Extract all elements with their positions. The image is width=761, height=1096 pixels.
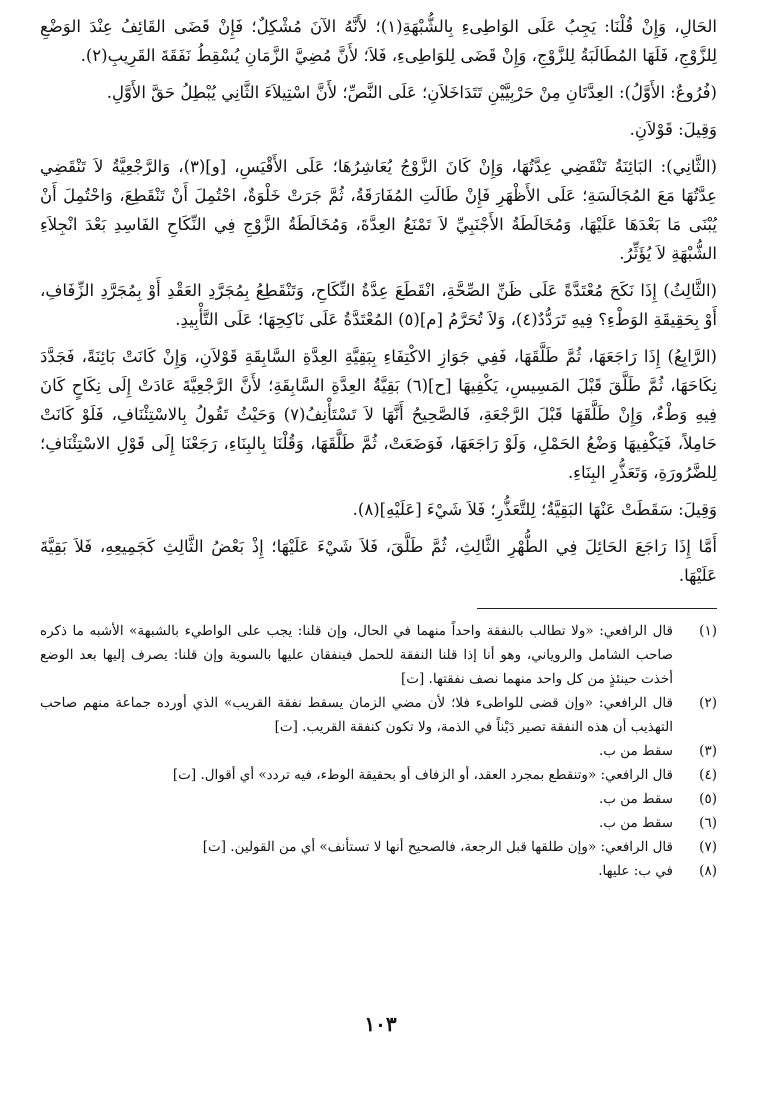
- footnote: [40, 787, 717, 811]
- footnote-divider: [477, 608, 717, 609]
- footnote: [40, 619, 717, 691]
- footnote: [40, 859, 717, 883]
- main-text: [40, 12, 717, 590]
- footnote-text: سقط من ب.: [598, 791, 673, 807]
- footnote-text: قال الرافعي: «ولا تطالب بالنفقة واحداً منهما في الحال، وإن قلنا: يجب على الواطيء بالشبهة» الأشبه ما ذكره صاحب الشامل والروياني، وهو أنا إذا قلنا النفقة للحمل فينفقان عليها بالسوية وإن قلنا: يصرف إليها بعد الوضع أخذت حينئذٍ من كل واحد منهما نصف نفقتها. [ت]: [40, 623, 673, 687]
- paragraph-6: (الرَّابِعُ) إِذَا رَاجَعَهَا، ثُمَّ طَلَّقَهَا، فَفِي جَوَازِ الاكْتِفَاءِ بِبَقِيَّةِ العِدَّةِ السَّابِقَةِ قَوْلاَنِ، وَإِنْ كَانَتْ بَائِنَةً، فَجَدَّدَ نِكَاحَهَا، ثُمَّ طَلَّقَ قَبْلَ المَسِيسِ، يَكْفِيهَا [ح](٦) بَقِيَّةُ العِدَّةِ السَّابِقَةِ؛ لأَنَّ الرَّجْعِيَّةَ عَادَتْ إِلَى نِكَاحٍ كَانَ فِيهِ وَطْءٌ، وَإِنْ طَلَّقَهَا قَبْلَ الرَّجْعَةِ، فَالصَّحِيحُ أَنَّهَا لاَ تَسْتَأْنِفُ(٧) وَحَيْثُ تَقُولُ بِالاسْتِئْنَافِ، فَلَوْ كَانَتْ حَامِلاً، فَيَكْفِيهَا وَضْعُ الحَمْلِ، وَلَوْ رَاجَعَهَا، فَوَضَعَتْ، ثُمَّ طَلَّقَهَا، وَقُلْنَا بِالبِنَاءِ، رَجَعْنَا إِلَى قَوْلِ الاسْتِئْنَافِ؛ لِلضَّرُورَةِ، وَتَعَذُّرِ البِنَاءِ.: [40, 347, 717, 482]
- footnote-number: (٢): [699, 695, 717, 711]
- paragraph-5: (الثَّالِثُ) إِذَا نَكَحَ مُعْتَدَّةً عَلَى ظَنِّ الصِّحَّةِ، انْقَطَعَ عِدَّةُ النِّكَاحِ، وَتَنْقَطِعُ بِمُجَرَّدِ العَقْدِ أَوْ بِمُجَرَّدِ الزِّفَافِ، أَوْ بِحَقِيقَةِ الوَطْءِ؟ فِيهِ تَرَدُّدٌ(٤)، وَلاَ تُحَرَّمُ [م](٥) المُعْتَدَّةُ عَلَى نَاكِحِهَا؛ عَلَى التَّأْبِيدِ.: [40, 281, 717, 329]
- footnote: [40, 835, 717, 859]
- footnote-text: في ب: عليها.: [598, 863, 673, 879]
- paragraph-3: وَقِيلَ: قَوْلاَنِ.: [629, 120, 717, 139]
- paragraph-8: أَمَّا إِذَا رَاجَعَ الحَائِلَ فِي الطُّهْرِ الثَّالِثِ، ثُمَّ طَلَّقَ، فَلاَ شَيْءَ عَلَيْهَا؛ إِذْ بَعْضُ الثَّالِثِ كَجَمِيعِهِ، فَلاَ بَقِيَّةَ عَلَيْهَا.: [40, 537, 717, 585]
- footnote-number: (٨): [699, 863, 717, 879]
- footnote-text: قال الرافعي: «وإن قضى للواطىء فلا؛ لأن مضي الزمان يسقط نفقة القريب» الذي أورده جماعة منهم صاحب التهذيب أن هذه النفقة تصير دَيْناً في الذمة، ولا تكون كنفقة القريب. [ت]: [40, 695, 673, 735]
- footnote: [40, 739, 717, 763]
- footnote-text: سقط من ب.: [598, 815, 673, 831]
- footnote-number: (٥): [699, 791, 717, 807]
- footnote: [40, 691, 717, 739]
- footnote-number: (٦): [699, 815, 717, 831]
- footnote-number: (٧): [699, 839, 717, 855]
- footnote-text: سقط من ب.: [598, 743, 673, 759]
- paragraph-1: الحَالِ، وَإِنْ قُلْنَا: يَجِبُ عَلَى الوَاطِىءِ بِالشُّبْهَةِ(١)؛ لأَنَّهُ الآنَ مُشْكِلٌ؛ فَإِنْ قَضَى القَائِفُ عِنْدَ الوَضْعِ لِلزَّوْجِ، فَلَهَا المُطَالَبَةُ لِلزَّوْجِ، وَإِنْ قَضَى لِلوَاطِىءِ، فَلاَ؛ لأَنَّ مُضِيَّ الزَّمَانِ يُسْقِطُ نَفَقَةَ القَرِيبِ(٢).: [40, 17, 717, 65]
- paragraph-7: وَقِيلَ: سَقَطَتْ عَنْهَا البَقِيَّةُ؛ لِلتَّعَذُّرِ؛ فَلاَ شَيْءَ [عَلَيْهِ](٨).: [352, 500, 717, 519]
- paragraph-4: (الثَّانِي): البَائِنَةُ تَنْقَضِي عِدَّتُهَا، وَإِنْ كَانَ الزَّوْجُ يُعَاشِرُهَا؛ عَلَى الأَقْيَسِ، [و](٣)، وَالرَّجْعِيَّةُ لاَ تَنْقَضِي عِدَّتُهَا مَعَ المُجَالَسَةِ؛ عَلَى الأَظْهَرِ فَإِنْ طَالَتِ المُفَارَقَةُ، ثُمَّ جَرَتْ خَلْوَةٌ، احْتُمِلَ أَنْ تَنْقَطِعَ، وَاحْتُمِلَ أَنْ يُبْنَى مَا بَعْدَهَا عَلَيْهَا، وَمُخَالَطَةُ الأَجْنَبِيِّ لاَ تَمْنَعُ العِدَّةَ، وَمُخَالَطَةُ الزَّوْجِ فِي النِّكَاحِ الفَاسِدِ بَعْدَ انْجِلاَءِ الشُّبْهَةِ لاَ يُؤَثِّرُ.: [40, 157, 717, 263]
- footnote-number: (١): [699, 623, 717, 639]
- footnote: [40, 763, 717, 787]
- footnote-text: قال الرافعي: «وإن طلقها قبل الرجعة، فالصحيح أنها لا تستأنف» أي من القولين. [ت]: [202, 839, 673, 855]
- footnotes: [40, 619, 717, 883]
- footnote: [40, 811, 717, 835]
- paragraph-2: (فُرُوعٌ: الأَوَّلُ): العِدَّتَانِ مِنْ حَرْبِيَّيْنِ تَتَدَاخَلاَنِ؛ عَلَى النَّصِّ؛ لأَنَّ اسْتِيلاَءَ الثَّانِي يُبْطِلُ حَقَّ الأَوَّلِ.: [106, 83, 717, 102]
- footnote-text: قال الرافعي: «وتنقطع بمجرد العقد، أو الزفاف أو بحقيقة الوطء، فيه تردد» أي أقوال. [ت]: [172, 767, 673, 783]
- page-number: ١٠٣: [364, 1012, 397, 1036]
- footnote-number: (٤): [699, 767, 717, 783]
- footnote-number: (٣): [699, 743, 717, 759]
